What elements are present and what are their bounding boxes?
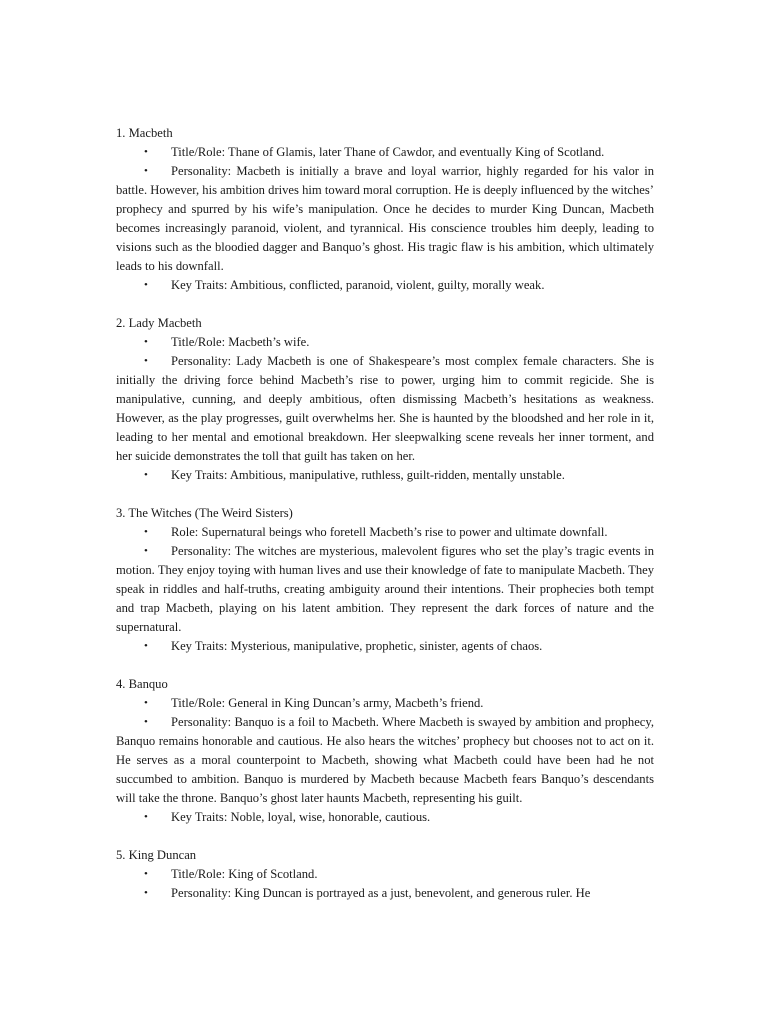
item-text: Thane of Glamis, later Thane of Cawdor, and eventually King of Scotland. — [228, 145, 605, 159]
item-label: Personality: — [171, 354, 232, 368]
bullet-item-key-traits — [116, 276, 654, 295]
item-label: Title/Role: — [171, 335, 226, 349]
bullet-item-key-traits — [116, 808, 654, 827]
bullet-icon: • — [144, 811, 148, 823]
bullet-icon: • — [144, 887, 148, 899]
item-label: Title/Role: — [171, 145, 226, 159]
item-label: Personality: — [171, 544, 232, 558]
section-heading: 3. The Witches (The Weird Sisters) — [116, 506, 293, 520]
item-label: Role: — [171, 525, 199, 539]
item-text: Supernatural beings who foretell Macbeth’s rise to power and ultimate downfall. — [201, 525, 608, 539]
bullet-item-title-role — [116, 694, 654, 713]
bullet-item-personality — [116, 884, 654, 903]
section-heading: 1. Macbeth — [116, 126, 173, 140]
item-label: Personality: — [171, 886, 232, 900]
item-text: Noble, loyal, wise, honorable, cautious. — [230, 810, 431, 824]
bullet-icon: • — [144, 526, 148, 538]
bullet-item-key-traits — [116, 637, 654, 656]
bullet-icon: • — [144, 545, 148, 557]
bullet-icon: • — [144, 868, 148, 880]
bullet-icon: • — [144, 279, 148, 291]
item-label: Personality: — [171, 715, 232, 729]
bullet-icon: • — [144, 336, 148, 348]
item-text: Lady Macbeth is one of Shakespeare’s most complex female characters. She is initially the driving force behind Macbeth’s rise to power, urging him to commit regicide. She is manipulative, cunning, and deeply ambitious, often dismissing Macbeth’s hesitations as weakness. However, as the play progresses, guilt overwhelms her. She is haunted by the bloodshed and her role in it, leading to her mental and emotional breakdown. Her sleepwalking scene reveals her inner torment, and her suicide demonstrates the toll that guilt has taken on her. — [116, 354, 654, 463]
bullet-icon: • — [144, 146, 148, 158]
bullet-item-title-role — [116, 333, 654, 352]
bullet-item-title-role — [116, 865, 654, 884]
section-witches — [116, 504, 654, 656]
item-label: Key Traits: — [171, 278, 228, 292]
bullet-item-personality — [116, 352, 654, 466]
bullet-icon: • — [144, 469, 148, 481]
item-text: Macbeth is initially a brave and loyal warrior, highly regarded for his valor in battle. However, his ambition drives him toward moral corruption. He is deeply influenced by the witches’ prophecy and spurred by his wife’s manipulation. Once he decides to murder King Duncan, Macbeth becomes increasingly paranoid, violent, and tyrannical. His conscience troubles him deeply, leading to visions such as the bloodied dagger and Banquo’s ghost. His tragic flaw is his ambition, which ultimately leads to his downfall. — [116, 164, 654, 273]
item-text: Mysterious, manipulative, prophetic, sinister, agents of chaos. — [230, 639, 543, 653]
document-page — [116, 124, 654, 922]
item-text: King of Scotland. — [228, 867, 318, 881]
item-label: Key Traits: — [171, 639, 228, 653]
section-lady-macbeth — [116, 314, 654, 485]
item-text: General in King Duncan’s army, Macbeth’s friend. — [228, 696, 484, 710]
section-king-duncan — [116, 846, 654, 903]
section-heading: 2. Lady Macbeth — [116, 316, 202, 330]
bullet-item-personality — [116, 162, 654, 276]
bullet-icon: • — [144, 697, 148, 709]
bullet-item-personality — [116, 542, 654, 637]
bullet-item-personality — [116, 713, 654, 808]
item-label: Personality: — [171, 164, 232, 178]
item-label: Key Traits: — [171, 810, 228, 824]
item-text: The witches are mysterious, malevolent figures who set the play’s tragic events in motion. They enjoy toying with human lives and use their knowledge of fate to manipulate Macbeth. They speak in riddles and half-truths, creating ambiguity around their intentions. Their prophecies both tempt and trap Macbeth, playing on his latent ambition. They represent the dark forces of nature and the supernatural. — [116, 544, 655, 634]
item-text: Banquo is a foil to Macbeth. Where Macbeth is swayed by ambition and prophecy, Banquo remains honorable and cautious. He also hears the witches’ prophecy but chooses not to act on it. He serves as a moral counterpoint to Macbeth, showing what Macbeth could have been had he not succumbed to ambition. Banquo is murdered by Macbeth because Macbeth fears Banquo’s descendants will take the throne. Banquo’s ghost later haunts Macbeth, representing his guilt. — [116, 715, 654, 805]
section-macbeth — [116, 124, 654, 295]
section-heading: 5. King Duncan — [116, 848, 197, 862]
item-text: Ambitious, conflicted, paranoid, violent, guilty, morally weak. — [229, 278, 545, 292]
bullet-icon: • — [144, 640, 148, 652]
item-text: King Duncan is portrayed as a just, benevolent, and generous ruler. He — [234, 886, 591, 900]
bullet-item-title-role — [116, 143, 654, 162]
item-label: Title/Role: — [171, 696, 226, 710]
bullet-item-key-traits — [116, 466, 654, 485]
bullet-icon: • — [144, 165, 148, 177]
bullet-icon: • — [144, 716, 148, 728]
item-text: Macbeth’s wife. — [228, 335, 310, 349]
item-label: Title/Role: — [171, 867, 226, 881]
bullet-icon: • — [144, 355, 148, 367]
section-heading: 4. Banquo — [116, 677, 168, 691]
item-label: Key Traits: — [171, 468, 228, 482]
section-banquo — [116, 675, 654, 827]
item-text: Ambitious, manipulative, ruthless, guilt-ridden, mentally unstable. — [229, 468, 565, 482]
bullet-item-role — [116, 523, 654, 542]
